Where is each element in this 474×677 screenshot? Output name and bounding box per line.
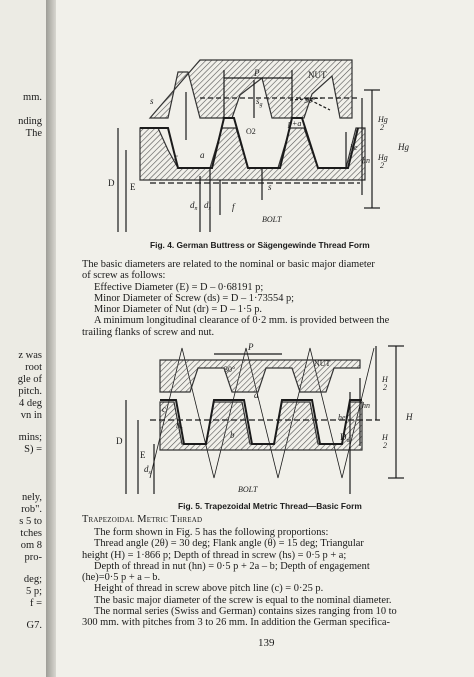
left-page-fragment: G7. xyxy=(26,620,42,631)
fig5-label-nut: NUT xyxy=(314,359,331,368)
left-page-fragment: tches xyxy=(20,528,42,539)
fig4-label-hg-top: Hg 2 xyxy=(378,115,388,132)
fig4-label-o2: O2 xyxy=(246,127,256,136)
left-page-fragment: om 8 xyxy=(20,540,42,551)
fig5-label-a: a xyxy=(254,390,259,400)
left-page-fragment: root xyxy=(25,362,42,373)
left-page-fragment: vn in xyxy=(20,410,42,421)
figure-5-caption: Fig. 5. Trapezoidal Metric Thread—Basic Form xyxy=(178,501,362,511)
fig4-label-hg-bot: Hg 2 xyxy=(378,153,388,170)
fig4-label-s: s xyxy=(150,96,154,106)
left-page-fragment: nding xyxy=(18,116,42,127)
fig5-label-e: E xyxy=(140,450,146,460)
fig5-label-angle: 30° xyxy=(224,365,236,374)
fig4-label-e: E xyxy=(130,182,136,192)
text-line: height (H) = 1·866 p; Depth of thread in screw (hs) = 0·5 p + a; xyxy=(82,549,347,561)
figure-4-caption: Fig. 4. German Buttress or Sägengewinde Thread Form xyxy=(150,240,370,250)
fig5-label-bolt: BOLT xyxy=(238,485,258,494)
left-page-fragment: pro- xyxy=(24,552,42,563)
fig4-label-ds: $d_s$ xyxy=(204,200,211,212)
left-page-fragment: 5 p; xyxy=(25,586,42,597)
fig4-label-sg: $s_g$ xyxy=(256,96,263,108)
text-line: Height of thread in screw above pitch line (c) = 0·25 p. xyxy=(94,583,324,595)
left-page-fragment: mm. xyxy=(23,92,42,103)
fig4-label-dn: $d_n$ xyxy=(190,200,198,212)
left-page-fragment: S) = xyxy=(24,444,42,455)
left-page-fragment: f = xyxy=(29,598,42,609)
page-number: 139 xyxy=(258,637,275,649)
fig4-label-ag: a xyxy=(200,150,205,160)
fig5-label-ds: $d_s$ xyxy=(144,464,151,476)
fig5-label-p: P xyxy=(248,342,254,352)
fig5-label-b: b xyxy=(230,430,235,440)
left-page-fragment: deg; xyxy=(23,574,42,585)
formula-line: Minor Diameter of Screw (ds) = D – 1·73554 p; xyxy=(94,292,295,304)
fig5-label-h: H xyxy=(406,412,413,422)
left-page-fragment: 4 deg xyxy=(18,398,42,409)
fig4-label-angle: 30° xyxy=(304,96,316,105)
fig5-label-c: c xyxy=(162,404,166,414)
fig4-label-d: D xyxy=(108,178,115,188)
left-page-fragment: gle of xyxy=(17,374,42,385)
fig5-label-d: D xyxy=(116,436,123,446)
left-page-fragment: nely, xyxy=(21,492,42,503)
left-page-fragment: z was xyxy=(18,350,42,361)
fig5-label-he: he xyxy=(338,413,346,422)
text-line: 300 mm. with pitches from 3 to 26 mm. In addition the German specifica- xyxy=(82,617,390,629)
left-page-fragment: s 5 to xyxy=(19,516,42,527)
formula-line: Effective Diameter (E) = D – 0·68191 p; xyxy=(94,281,264,293)
fig4-label-he: he xyxy=(350,143,358,152)
text-line: trailing flanks of screw and nut. xyxy=(82,326,215,338)
text-line: Thread angle (2θ) = 30 deg; Flank angle (θ) = 15 deg; Triangular xyxy=(94,538,364,550)
fig5-label-hs: $h_s$ xyxy=(176,420,183,432)
text-line: (he)=0·5 p + a – b. xyxy=(82,572,161,584)
fig4-label-bolt: BOLT xyxy=(262,215,282,224)
fig5-label-h-top: H 2 xyxy=(382,375,388,392)
left-page-fragment: pitch. xyxy=(18,386,42,397)
text-line: of screw as follows: xyxy=(82,270,166,282)
fig5-label-dn: $D_n$ xyxy=(340,432,350,444)
text-line: The basic major diameter of the screw is equal to the nominal diameter. xyxy=(94,594,392,606)
left-page-fragment: mins; xyxy=(18,432,42,443)
text-line: The normal series (Swiss and German) contains sizes ranging from 10 to xyxy=(94,606,397,618)
fig5-label-hn: hn xyxy=(362,401,370,410)
text-line: Depth of thread in nut (hn) = 0·5 p + 2a – b; Depth of engagement xyxy=(94,560,370,572)
fig5-label-h-bot: H 2 xyxy=(382,433,388,450)
text-line: A minimum longitudinal clearance of 0·2 mm. is provided between the xyxy=(94,315,390,327)
fig4-label-hn: hn xyxy=(362,156,370,165)
fig4-label-hg: Hg xyxy=(398,142,409,152)
fig4-label-r: r xyxy=(174,152,178,162)
fig4-label-f: f xyxy=(232,202,235,212)
trapezoidal-paragraph xyxy=(82,527,448,629)
fig4-label-p: P xyxy=(254,68,260,78)
formula-line: Minor Diameter of Nut (dr) = D – 1·5 p. xyxy=(94,304,263,316)
left-page-fragment: rob". xyxy=(21,504,42,515)
fig4-label-nut: NUT xyxy=(308,70,327,80)
fig4-label-p-plus-a: p+a xyxy=(288,119,302,128)
fig4-label-sp: s xyxy=(268,182,272,192)
left-page-fragment: The xyxy=(25,128,42,139)
text-line: The form shown in Fig. 5 has the following proportions: xyxy=(94,527,329,538)
text-line: The basic diameters are related to the nominal or basic major diameter xyxy=(82,259,375,270)
section-heading: Trapezoidal Metric Thread xyxy=(82,514,203,525)
